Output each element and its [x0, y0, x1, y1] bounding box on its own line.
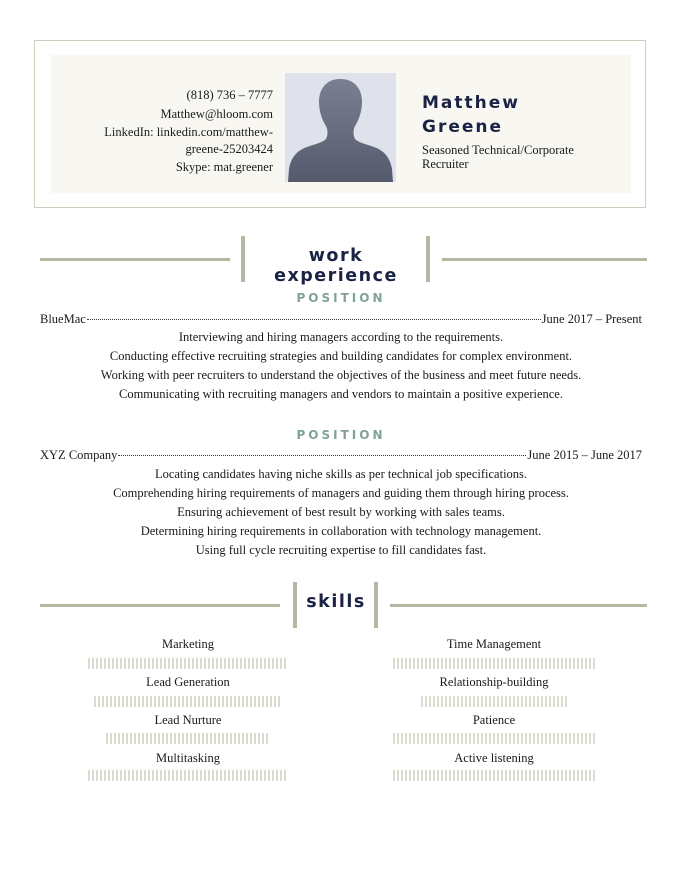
leader-dots: [87, 319, 541, 320]
heading-bar-left: [241, 236, 245, 282]
skill-name: Time Management: [446, 637, 542, 651]
work-experience-title: work experience: [274, 246, 398, 286]
job-duty: Interviewing and hiring managers according to the requirements.: [178, 330, 504, 344]
heading-rule-left: [40, 604, 280, 607]
candidate-name: [422, 91, 520, 139]
profile-photo-placeholder: [285, 73, 396, 182]
header-box: [34, 40, 646, 208]
skill-name: Marketing: [161, 637, 215, 651]
skill-level-bar: [106, 733, 270, 744]
email[interactable]: Matthew@hloom.com: [160, 106, 273, 121]
job-duty: Conducting effective recruiting strategies and building candidates for complex environment.: [109, 349, 573, 363]
first-name: Matthew: [422, 93, 520, 113]
job-row: [40, 312, 642, 327]
job-row: [40, 448, 642, 463]
contact-block: [51, 87, 273, 178]
skill-level-bar: [393, 770, 595, 781]
job-duty: Ensuring achievement of best result by working with sales teams.: [177, 505, 505, 519]
heading-bar-right: [426, 236, 430, 282]
leader-dots: [118, 455, 526, 456]
skype: Skype: mat.greener: [175, 160, 273, 174]
skill-name: Lead Nurture: [154, 713, 222, 727]
header-panel: [51, 55, 631, 193]
job-position: POSITION: [296, 291, 386, 305]
candidate-title: Seasoned Technical/Corporate Recruiter: [422, 143, 574, 171]
company-name: BlueMac: [40, 312, 86, 326]
phone: (818) 736 – 7777: [186, 88, 273, 102]
heading-rule-right: [442, 258, 647, 261]
skills-heading: [40, 582, 647, 628]
job-duty: Comprehending hiring requirements of managers and guiding them through hiring process.: [113, 486, 569, 500]
work-experience-heading: [40, 236, 647, 286]
job-duty: Working with peer recruiters to understand the objectives of the business and meet future needs.: [100, 368, 582, 382]
skill-level-bar: [393, 733, 595, 744]
skill-name: Active listening: [454, 751, 534, 765]
heading-rule-left: [40, 258, 230, 261]
skill-level-bar: [393, 658, 595, 669]
job-duty: Communicating with recruiting managers and vendors to maintain a positive experience.: [119, 387, 563, 401]
heading-bar-right: [374, 582, 378, 628]
job-duty: Determining hiring requirements in collaboration with technology management.: [140, 524, 542, 538]
job-position: POSITION: [296, 428, 386, 442]
skill-name: Multitasking: [156, 751, 220, 765]
skill-level-bar: [421, 696, 569, 707]
skills-title: skills: [306, 592, 366, 612]
linkedin[interactable]: [51, 124, 273, 157]
skill-name: Relationship-building: [439, 675, 549, 689]
last-name: Greene: [422, 117, 504, 137]
job-duty: Locating candidates having niche skills as per technical job specifications.: [154, 467, 528, 481]
person-silhouette-icon: [285, 73, 396, 182]
heading-rule-right: [390, 604, 647, 607]
job-dates: June 2015 – June 2017: [527, 448, 642, 462]
skill-name: Lead Generation: [146, 675, 230, 689]
skill-level-bar: [88, 770, 288, 781]
job-dates: June 2017 – Present: [541, 312, 642, 326]
company-name: XYZ Company: [40, 448, 118, 462]
skill-level-bar: [88, 658, 288, 669]
skill-level-bar: [94, 696, 282, 707]
job-duty: Using full cycle recruiting expertise to fill candidates fast.: [195, 543, 487, 557]
linkedin-line-1: LinkedIn: linkedin.com/matthew-: [104, 125, 273, 139]
linkedin-line-2: greene-25203424: [185, 141, 273, 156]
skill-name: Patience: [472, 713, 516, 727]
